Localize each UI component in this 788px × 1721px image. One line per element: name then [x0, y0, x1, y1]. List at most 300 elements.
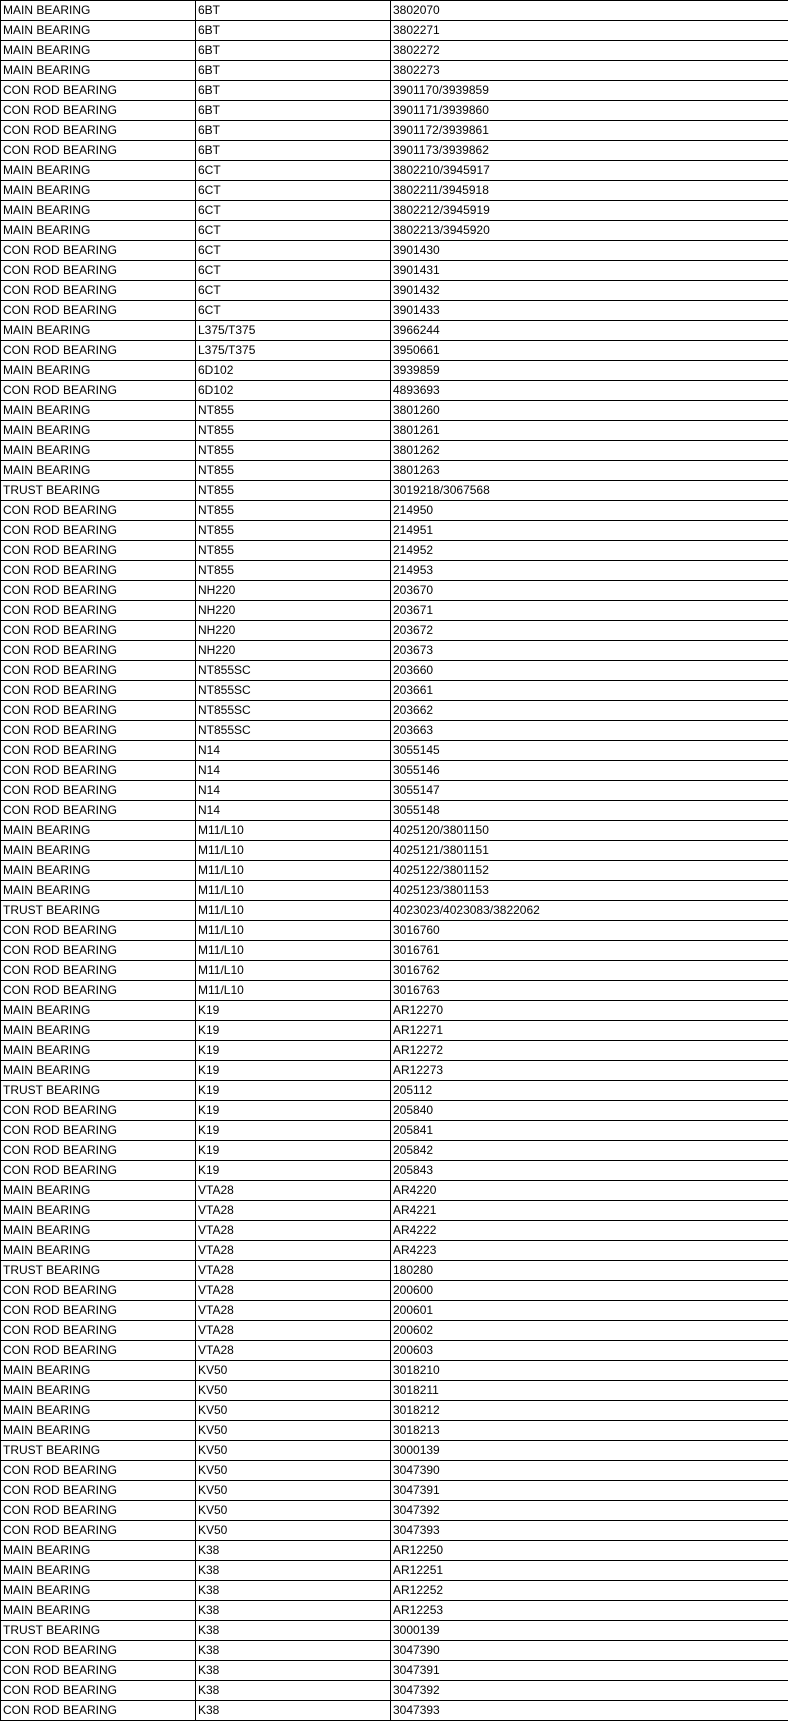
- table-row: [1, 1261, 788, 1281]
- part-number-cell: 3802273: [391, 61, 788, 81]
- engine-model-cell: NT855: [196, 481, 391, 501]
- engine-model-cell: KV50: [196, 1481, 391, 1501]
- part-type-cell: CON ROD BEARING: [1, 1521, 196, 1541]
- part-number-cell: 3901172/3939861: [391, 121, 788, 141]
- table-row: [1, 701, 788, 721]
- engine-model-cell: K38: [196, 1601, 391, 1621]
- part-number-cell: 203663: [391, 721, 788, 741]
- part-type-cell: MAIN BEARING: [1, 1, 196, 21]
- part-number-cell: 3016761: [391, 941, 788, 961]
- table-row: [1, 1301, 788, 1321]
- table-row: [1, 61, 788, 81]
- engine-model-cell: 6BT: [196, 81, 391, 101]
- part-type-cell: MAIN BEARING: [1, 41, 196, 61]
- engine-model-cell: KV50: [196, 1381, 391, 1401]
- engine-model-cell: K19: [196, 1141, 391, 1161]
- engine-model-cell: NT855SC: [196, 701, 391, 721]
- part-number-cell: 3018211: [391, 1381, 788, 1401]
- table-row: [1, 1601, 788, 1621]
- part-type-cell: MAIN BEARING: [1, 1041, 196, 1061]
- part-type-cell: MAIN BEARING: [1, 1061, 196, 1081]
- table-row: [1, 81, 788, 101]
- engine-model-cell: NH220: [196, 601, 391, 621]
- part-number-cell: 180280: [391, 1261, 788, 1281]
- table-row: [1, 341, 788, 361]
- engine-model-cell: K38: [196, 1561, 391, 1581]
- part-type-cell: TRUST BEARING: [1, 1621, 196, 1641]
- part-type-cell: MAIN BEARING: [1, 861, 196, 881]
- part-type-cell: MAIN BEARING: [1, 441, 196, 461]
- table-row: [1, 1421, 788, 1441]
- part-type-cell: CON ROD BEARING: [1, 121, 196, 141]
- engine-model-cell: M11/L10: [196, 841, 391, 861]
- engine-model-cell: 6CT: [196, 241, 391, 261]
- part-number-cell: 3047391: [391, 1481, 788, 1501]
- engine-model-cell: NT855: [196, 541, 391, 561]
- part-type-cell: CON ROD BEARING: [1, 241, 196, 261]
- engine-model-cell: VTA28: [196, 1201, 391, 1221]
- table-row: [1, 601, 788, 621]
- engine-model-cell: K19: [196, 1121, 391, 1141]
- part-number-cell: 200600: [391, 1281, 788, 1301]
- engine-model-cell: 6BT: [196, 121, 391, 141]
- part-number-cell: AR12270: [391, 1001, 788, 1021]
- part-type-cell: TRUST BEARING: [1, 1441, 196, 1461]
- part-type-cell: TRUST BEARING: [1, 1081, 196, 1101]
- part-type-cell: CON ROD BEARING: [1, 1281, 196, 1301]
- engine-model-cell: NT855: [196, 421, 391, 441]
- engine-model-cell: 6BT: [196, 21, 391, 41]
- table-row: [1, 1281, 788, 1301]
- part-type-cell: CON ROD BEARING: [1, 1121, 196, 1141]
- part-number-cell: AR12250: [391, 1541, 788, 1561]
- engine-model-cell: VTA28: [196, 1341, 391, 1361]
- part-type-cell: CON ROD BEARING: [1, 141, 196, 161]
- part-number-cell: 4025120/3801150: [391, 821, 788, 841]
- engine-model-cell: NT855: [196, 561, 391, 581]
- table-row: [1, 1341, 788, 1361]
- engine-model-cell: 6CT: [196, 201, 391, 221]
- part-type-cell: MAIN BEARING: [1, 841, 196, 861]
- table-row: [1, 961, 788, 981]
- table-row: [1, 141, 788, 161]
- part-number-cell: 3047392: [391, 1681, 788, 1701]
- engine-model-cell: M11/L10: [196, 861, 391, 881]
- part-number-cell: 3055145: [391, 741, 788, 761]
- table-row: [1, 821, 788, 841]
- engine-model-cell: NT855SC: [196, 721, 391, 741]
- part-type-cell: CON ROD BEARING: [1, 621, 196, 641]
- part-number-cell: 3055146: [391, 761, 788, 781]
- part-number-cell: 200602: [391, 1321, 788, 1341]
- table-row: [1, 481, 788, 501]
- table-row: [1, 1, 788, 21]
- part-type-cell: MAIN BEARING: [1, 1241, 196, 1261]
- table-row: [1, 1441, 788, 1461]
- part-number-cell: AR12271: [391, 1021, 788, 1041]
- table-row: [1, 721, 788, 741]
- engine-model-cell: K38: [196, 1641, 391, 1661]
- engine-model-cell: K38: [196, 1541, 391, 1561]
- part-number-cell: AR4222: [391, 1221, 788, 1241]
- part-number-cell: 205840: [391, 1101, 788, 1121]
- part-number-cell: 3801261: [391, 421, 788, 441]
- table-row: [1, 401, 788, 421]
- part-type-cell: MAIN BEARING: [1, 401, 196, 421]
- table-row: [1, 761, 788, 781]
- part-type-cell: CON ROD BEARING: [1, 541, 196, 561]
- table-row: [1, 1561, 788, 1581]
- engine-model-cell: K19: [196, 1041, 391, 1061]
- table-row: [1, 1661, 788, 1681]
- part-type-cell: CON ROD BEARING: [1, 561, 196, 581]
- part-type-cell: CON ROD BEARING: [1, 1501, 196, 1521]
- table-row: [1, 1121, 788, 1141]
- part-type-cell: MAIN BEARING: [1, 461, 196, 481]
- engine-model-cell: L375/T375: [196, 321, 391, 341]
- table-row: [1, 1581, 788, 1601]
- engine-model-cell: KV50: [196, 1421, 391, 1441]
- engine-model-cell: 6BT: [196, 1, 391, 21]
- table-row: [1, 1641, 788, 1661]
- part-type-cell: CON ROD BEARING: [1, 941, 196, 961]
- part-number-cell: 3801260: [391, 401, 788, 421]
- engine-model-cell: NT855SC: [196, 661, 391, 681]
- table-row: [1, 1481, 788, 1501]
- table-row: [1, 521, 788, 541]
- engine-model-cell: N14: [196, 781, 391, 801]
- part-number-cell: 3047390: [391, 1641, 788, 1661]
- engine-model-cell: VTA28: [196, 1181, 391, 1201]
- part-number-cell: AR12252: [391, 1581, 788, 1601]
- table-row: [1, 381, 788, 401]
- engine-model-cell: M11/L10: [196, 901, 391, 921]
- part-type-cell: CON ROD BEARING: [1, 801, 196, 821]
- part-number-cell: 3802212/3945919: [391, 201, 788, 221]
- table-row: [1, 741, 788, 761]
- engine-model-cell: NH220: [196, 621, 391, 641]
- engine-model-cell: K19: [196, 1001, 391, 1021]
- engine-model-cell: NT855: [196, 401, 391, 421]
- part-number-cell: 3901433: [391, 301, 788, 321]
- part-type-cell: CON ROD BEARING: [1, 101, 196, 121]
- part-number-cell: 205842: [391, 1141, 788, 1161]
- table-row: [1, 1241, 788, 1261]
- table-row: [1, 41, 788, 61]
- engine-model-cell: M11/L10: [196, 921, 391, 941]
- part-number-cell: 3950661: [391, 341, 788, 361]
- table-row: [1, 181, 788, 201]
- part-type-cell: CON ROD BEARING: [1, 261, 196, 281]
- parts-table-body: [1, 1, 788, 1721]
- part-number-cell: AR12251: [391, 1561, 788, 1581]
- table-row: [1, 101, 788, 121]
- part-number-cell: 3016763: [391, 981, 788, 1001]
- table-row: [1, 1461, 788, 1481]
- part-number-cell: AR4221: [391, 1201, 788, 1221]
- engine-model-cell: N14: [196, 801, 391, 821]
- engine-model-cell: VTA28: [196, 1321, 391, 1341]
- part-number-cell: 3016760: [391, 921, 788, 941]
- engine-model-cell: L375/T375: [196, 341, 391, 361]
- engine-model-cell: 6CT: [196, 281, 391, 301]
- part-number-cell: 214953: [391, 561, 788, 581]
- part-type-cell: CON ROD BEARING: [1, 281, 196, 301]
- table-row: [1, 1141, 788, 1161]
- part-type-cell: CON ROD BEARING: [1, 1101, 196, 1121]
- engine-model-cell: 6D102: [196, 361, 391, 381]
- part-number-cell: 3055147: [391, 781, 788, 801]
- part-number-cell: 4023023/4023083/3822062: [391, 901, 788, 921]
- part-type-cell: CON ROD BEARING: [1, 661, 196, 681]
- engine-model-cell: NT855: [196, 501, 391, 521]
- engine-model-cell: NT855SC: [196, 681, 391, 701]
- part-number-cell: 3939859: [391, 361, 788, 381]
- engine-model-cell: KV50: [196, 1401, 391, 1421]
- engine-model-cell: K19: [196, 1101, 391, 1121]
- part-type-cell: CON ROD BEARING: [1, 1701, 196, 1721]
- part-type-cell: MAIN BEARING: [1, 1221, 196, 1241]
- part-number-cell: 3801263: [391, 461, 788, 481]
- table-row: [1, 1501, 788, 1521]
- engine-model-cell: K38: [196, 1581, 391, 1601]
- table-row: [1, 1681, 788, 1701]
- table-row: [1, 321, 788, 341]
- part-number-cell: 4025122/3801152: [391, 861, 788, 881]
- part-type-cell: TRUST BEARING: [1, 1261, 196, 1281]
- part-number-cell: AR12273: [391, 1061, 788, 1081]
- part-number-cell: 214950: [391, 501, 788, 521]
- engine-model-cell: 6CT: [196, 261, 391, 281]
- part-type-cell: MAIN BEARING: [1, 1401, 196, 1421]
- table-row: [1, 1061, 788, 1081]
- engine-model-cell: NT855: [196, 441, 391, 461]
- table-row: [1, 1381, 788, 1401]
- table-row: [1, 1041, 788, 1061]
- table-row: [1, 1001, 788, 1021]
- part-type-cell: MAIN BEARING: [1, 161, 196, 181]
- engine-model-cell: NH220: [196, 641, 391, 661]
- table-row: [1, 921, 788, 941]
- part-number-cell: AR12272: [391, 1041, 788, 1061]
- engine-model-cell: K19: [196, 1061, 391, 1081]
- part-type-cell: MAIN BEARING: [1, 1601, 196, 1621]
- table-row: [1, 881, 788, 901]
- part-type-cell: CON ROD BEARING: [1, 761, 196, 781]
- table-row: [1, 581, 788, 601]
- part-type-cell: CON ROD BEARING: [1, 301, 196, 321]
- part-type-cell: CON ROD BEARING: [1, 921, 196, 941]
- table-row: [1, 941, 788, 961]
- part-type-cell: CON ROD BEARING: [1, 741, 196, 761]
- part-type-cell: MAIN BEARING: [1, 1421, 196, 1441]
- part-type-cell: CON ROD BEARING: [1, 1341, 196, 1361]
- part-type-cell: CON ROD BEARING: [1, 501, 196, 521]
- table-row: [1, 1081, 788, 1101]
- part-number-cell: 205841: [391, 1121, 788, 1141]
- part-number-cell: 4025123/3801153: [391, 881, 788, 901]
- engine-model-cell: K19: [196, 1021, 391, 1041]
- part-type-cell: CON ROD BEARING: [1, 1481, 196, 1501]
- part-type-cell: CON ROD BEARING: [1, 1161, 196, 1181]
- part-type-cell: CON ROD BEARING: [1, 521, 196, 541]
- part-type-cell: TRUST BEARING: [1, 901, 196, 921]
- table-row: [1, 1541, 788, 1561]
- table-row: [1, 261, 788, 281]
- engine-model-cell: KV50: [196, 1461, 391, 1481]
- part-number-cell: 3802211/3945918: [391, 181, 788, 201]
- part-number-cell: 200601: [391, 1301, 788, 1321]
- table-row: [1, 1361, 788, 1381]
- part-type-cell: CON ROD BEARING: [1, 981, 196, 1001]
- part-number-cell: 3802272: [391, 41, 788, 61]
- engine-model-cell: 6CT: [196, 181, 391, 201]
- engine-model-cell: NT855: [196, 521, 391, 541]
- part-number-cell: 3801262: [391, 441, 788, 461]
- table-row: [1, 901, 788, 921]
- table-row: [1, 441, 788, 461]
- table-row: [1, 841, 788, 861]
- part-type-cell: MAIN BEARING: [1, 1021, 196, 1041]
- table-row: [1, 801, 788, 821]
- part-type-cell: MAIN BEARING: [1, 821, 196, 841]
- part-type-cell: CON ROD BEARING: [1, 961, 196, 981]
- part-number-cell: AR4220: [391, 1181, 788, 1201]
- engine-model-cell: N14: [196, 761, 391, 781]
- part-type-cell: CON ROD BEARING: [1, 681, 196, 701]
- table-row: [1, 201, 788, 221]
- part-type-cell: TRUST BEARING: [1, 481, 196, 501]
- part-number-cell: 3802271: [391, 21, 788, 41]
- part-number-cell: 3047391: [391, 1661, 788, 1681]
- part-number-cell: 203661: [391, 681, 788, 701]
- part-number-cell: 3901430: [391, 241, 788, 261]
- part-number-cell: 3901173/3939862: [391, 141, 788, 161]
- table-row: [1, 1701, 788, 1721]
- part-number-cell: 3019218/3067568: [391, 481, 788, 501]
- part-type-cell: CON ROD BEARING: [1, 581, 196, 601]
- engine-model-cell: M11/L10: [196, 981, 391, 1001]
- table-row: [1, 1521, 788, 1541]
- engine-model-cell: M11/L10: [196, 821, 391, 841]
- part-number-cell: 3901432: [391, 281, 788, 301]
- table-row: [1, 461, 788, 481]
- part-number-cell: 3802070: [391, 1, 788, 21]
- part-number-cell: 3016762: [391, 961, 788, 981]
- table-row: [1, 1401, 788, 1421]
- engine-model-cell: VTA28: [196, 1261, 391, 1281]
- part-type-cell: MAIN BEARING: [1, 1001, 196, 1021]
- part-number-cell: 203670: [391, 581, 788, 601]
- table-row: [1, 661, 788, 681]
- part-type-cell: MAIN BEARING: [1, 321, 196, 341]
- table-row: [1, 1161, 788, 1181]
- part-type-cell: CON ROD BEARING: [1, 1661, 196, 1681]
- table-row: [1, 781, 788, 801]
- table-row: [1, 1201, 788, 1221]
- engine-model-cell: K38: [196, 1661, 391, 1681]
- table-row: [1, 1221, 788, 1241]
- engine-model-cell: 6CT: [196, 301, 391, 321]
- table-row: [1, 501, 788, 521]
- table-row: [1, 981, 788, 1001]
- engine-model-cell: K38: [196, 1681, 391, 1701]
- part-type-cell: MAIN BEARING: [1, 1581, 196, 1601]
- engine-model-cell: VTA28: [196, 1281, 391, 1301]
- engine-model-cell: K19: [196, 1161, 391, 1181]
- part-number-cell: 205843: [391, 1161, 788, 1181]
- engine-model-cell: 6CT: [196, 161, 391, 181]
- part-type-cell: CON ROD BEARING: [1, 781, 196, 801]
- part-type-cell: MAIN BEARING: [1, 21, 196, 41]
- table-row: [1, 421, 788, 441]
- part-type-cell: CON ROD BEARING: [1, 1141, 196, 1161]
- part-number-cell: AR12253: [391, 1601, 788, 1621]
- part-number-cell: 203671: [391, 601, 788, 621]
- part-number-cell: 3047393: [391, 1521, 788, 1541]
- part-number-cell: 205112: [391, 1081, 788, 1101]
- table-row: [1, 641, 788, 661]
- part-type-cell: CON ROD BEARING: [1, 1321, 196, 1341]
- part-type-cell: CON ROD BEARING: [1, 1681, 196, 1701]
- part-number-cell: 3966244: [391, 321, 788, 341]
- part-type-cell: CON ROD BEARING: [1, 1461, 196, 1481]
- part-type-cell: CON ROD BEARING: [1, 341, 196, 361]
- part-type-cell: CON ROD BEARING: [1, 701, 196, 721]
- engine-model-cell: 6CT: [196, 221, 391, 241]
- engine-model-cell: KV50: [196, 1521, 391, 1541]
- part-number-cell: 214952: [391, 541, 788, 561]
- engine-model-cell: VTA28: [196, 1301, 391, 1321]
- table-row: [1, 861, 788, 881]
- engine-model-cell: M11/L10: [196, 941, 391, 961]
- part-number-cell: 3802210/3945917: [391, 161, 788, 181]
- part-type-cell: MAIN BEARING: [1, 201, 196, 221]
- engine-model-cell: M11/L10: [196, 881, 391, 901]
- part-number-cell: 203660: [391, 661, 788, 681]
- part-number-cell: 203672: [391, 621, 788, 641]
- engine-model-cell: M11/L10: [196, 961, 391, 981]
- table-row: [1, 121, 788, 141]
- part-number-cell: 3901170/3939859: [391, 81, 788, 101]
- table-row: [1, 21, 788, 41]
- table-row: [1, 281, 788, 301]
- part-number-cell: 3901431: [391, 261, 788, 281]
- part-number-cell: 3018210: [391, 1361, 788, 1381]
- table-row: [1, 1321, 788, 1341]
- engine-model-cell: KV50: [196, 1361, 391, 1381]
- part-number-cell: 3000139: [391, 1621, 788, 1641]
- table-row: [1, 161, 788, 181]
- engine-model-cell: 6BT: [196, 141, 391, 161]
- engine-model-cell: 6BT: [196, 61, 391, 81]
- part-type-cell: MAIN BEARING: [1, 1561, 196, 1581]
- engine-model-cell: KV50: [196, 1441, 391, 1461]
- engine-model-cell: KV50: [196, 1501, 391, 1521]
- engine-model-cell: 6D102: [196, 381, 391, 401]
- part-type-cell: MAIN BEARING: [1, 1541, 196, 1561]
- engine-model-cell: N14: [196, 741, 391, 761]
- part-type-cell: MAIN BEARING: [1, 221, 196, 241]
- table-row: [1, 361, 788, 381]
- table-row: [1, 1621, 788, 1641]
- table-row: [1, 241, 788, 261]
- part-type-cell: MAIN BEARING: [1, 1361, 196, 1381]
- part-number-cell: AR4223: [391, 1241, 788, 1261]
- table-row: [1, 1021, 788, 1041]
- part-number-cell: 200603: [391, 1341, 788, 1361]
- engine-model-cell: NT855: [196, 461, 391, 481]
